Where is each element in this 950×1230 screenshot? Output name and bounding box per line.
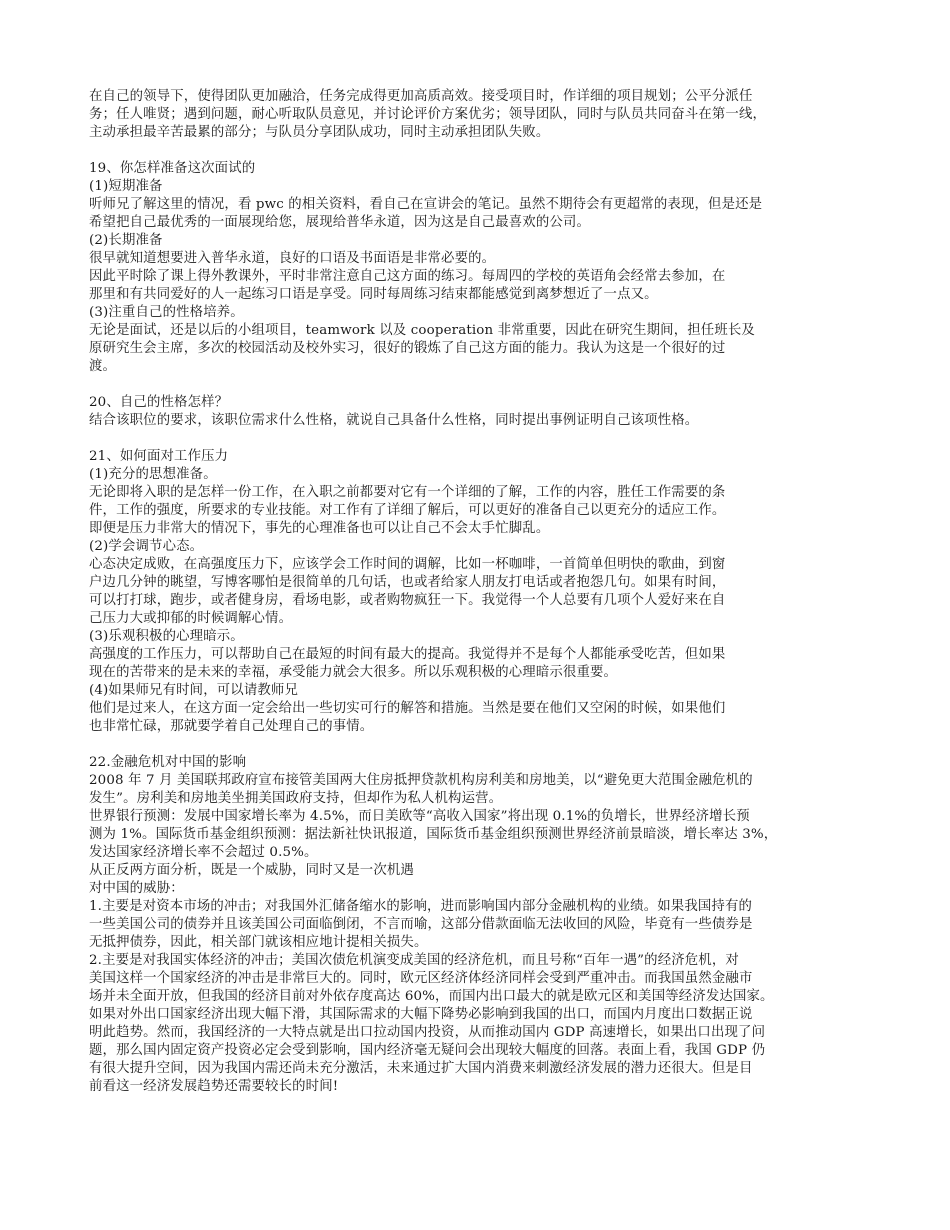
question-22-section — [89, 754, 869, 1096]
section-spacer — [89, 736, 869, 754]
paragraph-line: 听师兄了解这里的情况，看 pwc 的相关资料，看自己在宣讲会的笔记。虽然不期待会有更超常的表现，但是还是 — [89, 197, 763, 212]
paragraph-line: 场并未全面开放，但我国的经济目前对外依存度高达 60%，而国内出口最大的就是欧元区和美国等经济发达国家。 — [89, 989, 774, 1004]
paragraph-line: 明此趋势。然而，我国经济的一大特点就是出口拉动国内投资，从而推动国内 GDP 高速增长，如果出口出现了问 — [89, 1025, 766, 1040]
subheading: (1)短期准备 — [89, 179, 163, 194]
paragraph-line: 结合该职位的要求，该职位需求什么性格，就说自己具备什么性格，同时提出事例证明自己该项性格。 — [89, 413, 699, 428]
section-spacer — [89, 376, 869, 394]
question-19-heading: 19、你怎样准备这次面试的 — [89, 161, 256, 176]
paragraph-line: 务；任人唯贤；遇到问题，耐心听取队员意见，并讨论评价方案优劣；领导团队，同时与队员共同奋斗在第一线， — [89, 107, 767, 122]
paragraph-line: 前看这一经济发展趋势还需要较长的时间! — [89, 1079, 339, 1094]
paragraph-line: 那里和有共同爱好的人一起练习口语是享受。同时每周练习结束都能感觉到离梦想近了一点又。 — [89, 287, 658, 302]
paragraph-line: 如果对外出口国家经济出现大幅下滑，其国际需求的大幅下降势必影响到我国的出口，而国内月度出口数据正说 — [89, 1007, 753, 1022]
paragraph-line: 因此平时除了课上得外教课外，平时非常注意自己这方面的练习。每周四的学校的英语角会经常去参加，在 — [89, 269, 726, 284]
paragraph-line: 有很大提升空间，因为我国内需还尚未充分激活，未来通过扩大国内消费来刺激经济发展的潜力还很大。但是目 — [89, 1061, 753, 1076]
question-20-section — [89, 394, 869, 430]
subheading: 对中国的威胁： — [89, 881, 184, 896]
section-spacer — [89, 430, 869, 448]
paragraph-line: 原研究生会主席，多次的校园活动及校外实习，很好的锻炼了自己这方面的能力。我认为这是一个很好的过 — [89, 341, 726, 356]
paragraph-line: 发达国家经济增长率不会超过 0.5%。 — [89, 845, 318, 860]
paragraph-line: 很早就知道想要进入普华永道，良好的口语及书面语是非常必要的。 — [89, 251, 496, 266]
paragraph-line: 在自己的领导下，使得团队更加融洽，任务完成得更加高质高效。接受项目时，作详细的项目规划；公平分派任 — [89, 89, 753, 104]
subheading: (3)乐观积极的心理暗示。 — [89, 629, 244, 644]
subheading: (2)长期准备 — [89, 233, 163, 248]
section-spacer — [89, 142, 869, 160]
paragraph-line: 1.主要是对资本市场的冲击；对我国外汇储备缩水的影响，进而影响国内部分金融机构的业绩。如果我国持有的 — [89, 899, 753, 914]
subheading: (1)充分的思想准备。 — [89, 467, 217, 482]
paragraph-line: 2008 年 7 月 美国联邦政府宣布接管美国两大住房抵押贷款机构房利美和房地美，以“避免更大范围金融危机的 — [89, 773, 753, 788]
paragraph-line: 发生”。房利美和房地美坐拥美国政府支持，但却作为私人机构运营。 — [89, 791, 503, 806]
question-21-section — [89, 448, 869, 736]
paragraph-line: 测为 1%。国际货币基金组织预测：据法新社快讯报道，国际货币基金组织预测世界经济前景暗淡，增长率达 3%， — [89, 827, 778, 842]
paragraph-line: 无抵押债券，因此，相关部门就该相应地计提相关损失。 — [89, 935, 428, 950]
paragraph-line: 题，那么国内固定资产投资必定会受到影响，国内经济毫无疑问会出现较大幅度的回落。表面上看，我国 GDP 仍 — [89, 1043, 766, 1058]
paragraph-line: 2.主要是对我国实体经济的冲击；美国次债危机演变成美国的经济危机，而且号称“百年一遇”的经济危机，对 — [89, 953, 739, 968]
subheading: (3)注重自己的性格培养。 — [89, 305, 244, 320]
paragraph-line: 可以打打球，跑步，或者健身房，看场电影，或者购物疯狂一下。我觉得一个人总要有几项个人爱好来在自 — [89, 593, 726, 608]
paragraph-line: 一些美国公司的债券并且该美国公司面临倒闭，不言而喻，这部分借款面临无法收回的风险，毕竟有一些债券是 — [89, 917, 753, 932]
paragraph-line: 也非常忙碌，那就要学着自己处理自己的事情。 — [89, 719, 374, 734]
subheading: (2)学会调节心态。 — [89, 539, 204, 554]
paragraph-line: 希望把自己最优秀的一面展现给您，展现给普华永道，因为这是自己最喜欢的公司。 — [89, 215, 591, 230]
paragraph-line: 高强度的工作压力，可以帮助自己在最短的时间有最大的提高。我觉得并不是每个人都能承受吃苦，但如果 — [89, 647, 726, 662]
paragraph-line: 他们是过来人，在这方面一定会给出一些切实可行的解答和措施。当然是要在他们又空闲的时候，如果他们 — [89, 701, 726, 716]
paragraph-line: 美国这样一个国家经济的冲击是非常巨大的。同时，欧元区经济体经济同样会受到严重冲击。而我国虽然金融市 — [89, 971, 753, 986]
paragraph-line: 心态决定成败，在高强度压力下，应该学会工作时间的调解，比如一杯咖啡，一首简单但明快的歌曲，到窗 — [89, 557, 726, 572]
paragraph-line: 无论即将入职的是怎样一份工作，在入职之前都要对它有一个详细的了解，工作的内容，胜任工作需要的条 — [89, 485, 726, 500]
paragraph-line: 渡。 — [89, 359, 117, 374]
paragraph-line: 己压力大或抑郁的时候调解心情。 — [89, 611, 293, 626]
document-page — [89, 88, 869, 1096]
paragraph-line: 无论是面试，还是以后的小组项目，teamwork 以及 cooperation 非常重要，因此在研究生期间，担任班长及 — [89, 323, 755, 338]
question-22-heading: 22.金融危机对中国的影响 — [89, 755, 247, 770]
question-20-heading: 20、自己的性格怎样？ — [89, 395, 229, 410]
intro-section — [89, 88, 869, 142]
paragraph-line: 户边几分钟的眺望，写博客哪怕是很简单的几句话，也或者给家人朋友打电话或者抱怨几句。如果有时间， — [89, 575, 726, 590]
question-21-heading: 21、如何面对工作压力 — [89, 449, 229, 464]
paragraph-line: 即便是压力非常大的情况下，事先的心理准备也可以让自己不会太手忙脚乱。 — [89, 521, 550, 536]
paragraph-line: 现在的苦带来的是未来的幸福，承受能力就会大很多。所以乐观积极的心理暗示很重要。 — [89, 665, 618, 680]
paragraph-line: 从正反两方面分析，既是一个威胁，同时又是一次机遇 — [89, 863, 414, 878]
paragraph-line: 主动承担最辛苦最累的部分；与队员分享团队成功，同时主动承担团队失败。 — [89, 125, 550, 140]
question-19-section — [89, 160, 869, 376]
paragraph-line: 世界银行预测：发展中国家增长率为 4.5%，而日美欧等“高收入国家”将出现 0.1%的负增长，世界经济增长预 — [89, 809, 750, 824]
paragraph-line: 件，工作的强度，所要求的专业技能。对工作有了详细了解后，可以更好的准备自己以更充分的适应工作。 — [89, 503, 726, 518]
subheading: (4)如果师兄有时间，可以请教师兄 — [89, 683, 298, 698]
